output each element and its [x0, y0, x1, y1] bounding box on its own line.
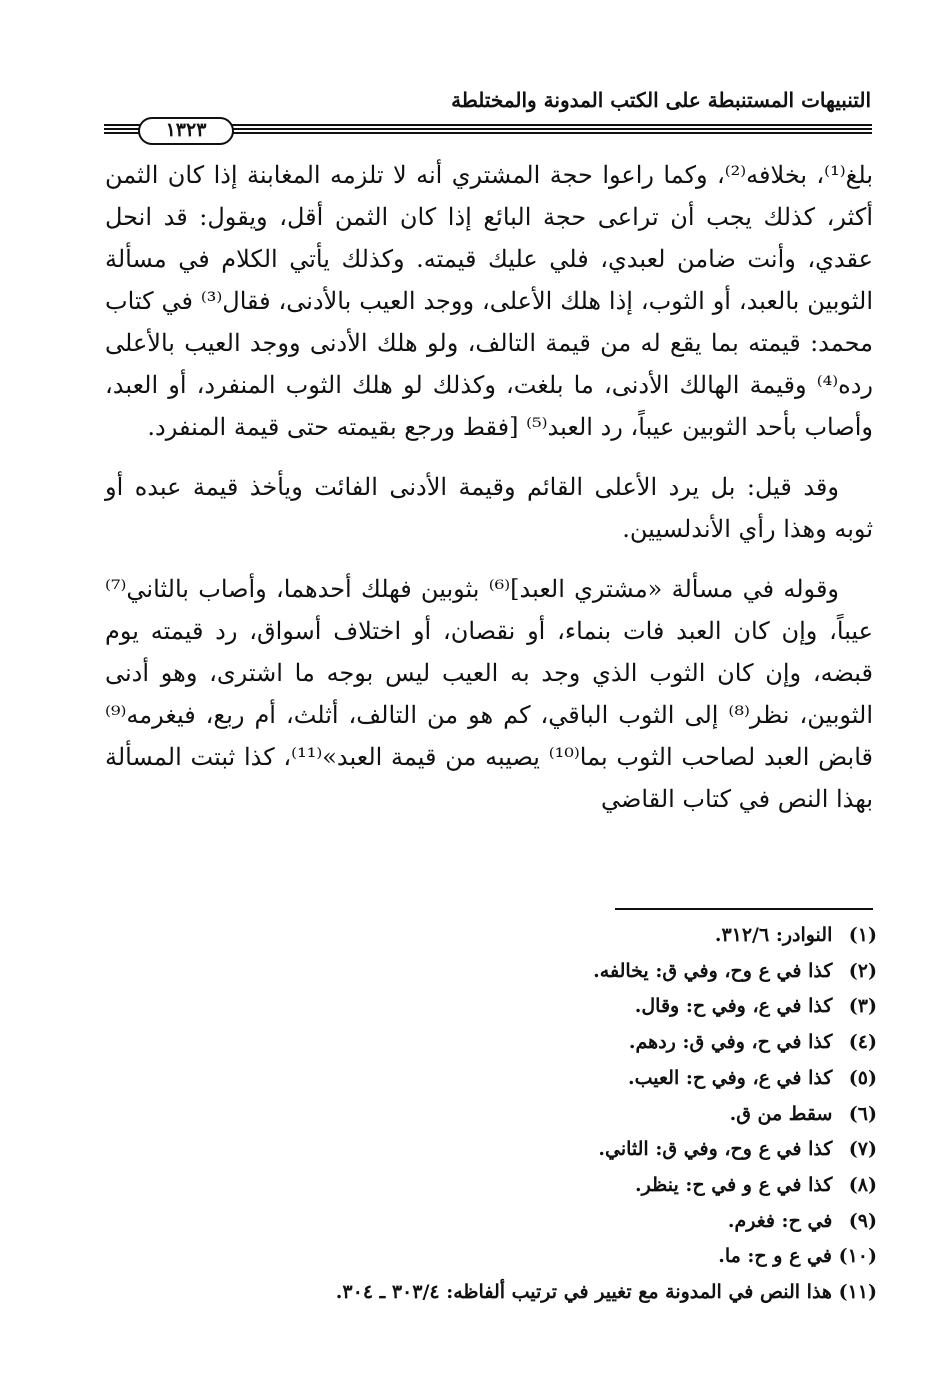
- footnote-number: (٣): [848, 995, 877, 1018]
- footnote-number: (٦): [848, 1102, 877, 1125]
- footnote-text: كذا في ع و في ح: ينظر.: [635, 1173, 833, 1196]
- running-head-title: التنبيهات المستنبطة على الكتب المدونة والمختلطة: [451, 88, 871, 112]
- footnote-item: [177, 1275, 877, 1311]
- footnote-separator: [615, 908, 873, 910]
- footnote-item: [177, 954, 877, 990]
- page-number: ١٣٢٣: [138, 117, 234, 145]
- main-text: [105, 154, 873, 838]
- footnote-number: (٥): [848, 1066, 877, 1089]
- footnote-number: (٢): [848, 959, 877, 982]
- footnote-number: (٨): [848, 1173, 877, 1196]
- footnote-text: كذا في ع، وفي ح: العيب.: [628, 1066, 833, 1089]
- header-rule: [104, 117, 872, 143]
- footnote-text: كذا في ح، وفي ق: ردهم.: [628, 1031, 833, 1054]
- footnote-number: (١): [848, 924, 877, 946]
- footnote-text: هذا النص في المدونة مع تغيير في ترتيب ألفاظه: ٣٠٣/٤ ـ ٣٠٤.: [335, 1281, 832, 1304]
- footnote-number: (١١): [838, 1281, 877, 1304]
- footnote-text: في ع و ح: ما.: [718, 1245, 832, 1268]
- footnote-item: [177, 1097, 877, 1133]
- footnote-text: كذا في ع، وفي ح: وقال.: [634, 995, 833, 1018]
- footnote-number: (٩): [848, 1209, 877, 1232]
- paragraph: بلغ⁽¹⁾، بخلافه⁽²⁾، وكما راعوا حجة المشتري أنه لا تلزمه المغابنة إذا كان الثمن أكثر، كذلك يجب أن تراعى حجة البائع إذا كان الثمن أقل، ويقول: قد انحل عقدي، وأنت ضامن لعبدي، فلي عليك قيمته. وكذلك يأتي الكلام في مسألة الثوبين بالعبد، أو الثوب، إذا هلك الأعلى، ووجد العيب بالأدنى، فقال⁽³⁾ في كتاب محمد: قيمته بما يقع له من قيمة التالف، ولو هلك الأدنى ووجد العيب بالأعلى رده⁽⁴⁾ وقيمة الهالك الأدنى، ما بلغت، وكذلك لو هلك الثوب المنفرد، أو العبد، وأصاب بأحد الثوبين عيباً، رد العبد⁽⁵⁾ [فقط ورجع بقيمته حتى قيمة المنفرد.: [105, 161, 874, 441]
- footnotes: [177, 918, 877, 1311]
- footnote-item: [177, 1061, 877, 1097]
- footnote-text: في ح: فغرم.: [727, 1209, 833, 1232]
- footnote-number: (٧): [848, 1138, 877, 1161]
- paragraph: وقوله في مسألة «مشتري العبد]⁽⁶⁾ بثوبين فهلك أحدهما، وأصاب بالثاني⁽⁷⁾ عيباً، وإن كان العبد فات بنماء، أو نقصان، أو اختلاف أسواق، رد قيمته يوم قبضه، وإن كان الثوب الذي وجد به العيب ليس بوجه ما اشترى، وهو أدنى الثوبين، نظر⁽⁸⁾ إلى الثوب الباقي، كم هو من التالف، أثلث، أم ربع، فيغرمه⁽⁹⁾ قابض العبد لصاحب الثوب بما⁽¹⁰⁾ يصيبه من قيمة العبد»⁽¹¹⁾، كذا ثبتت المسألة بهذا النص في كتاب القاضي: [105, 575, 874, 813]
- footnote-item: [177, 918, 877, 954]
- footnote-text: كذا في ع وح، وفي ق: الثاني.: [598, 1138, 833, 1161]
- footnote-item: [177, 1132, 877, 1168]
- paragraph: وقد قيل: بل يرد الأعلى القائم وقيمة الأدنى الفائت ويأخذ قيمة عبده أو ثوبه وهذا رأي الأندلسيين.: [105, 473, 873, 543]
- footnote-number: (١٠): [838, 1245, 877, 1268]
- footnote-number: (٤): [848, 1031, 877, 1054]
- footnote-item: [177, 1239, 877, 1275]
- footnote-item: [177, 989, 877, 1025]
- footnote-text: سقط من ق.: [729, 1102, 833, 1125]
- footnote-item: [177, 1204, 877, 1240]
- footnote-item: [177, 1168, 877, 1204]
- footnote-text: كذا في ع وح، وفي ق: يخالفه.: [593, 959, 833, 982]
- footnote-item: [177, 1025, 877, 1061]
- footnote-text: النوادر: ٣١٢/٦.: [714, 924, 833, 946]
